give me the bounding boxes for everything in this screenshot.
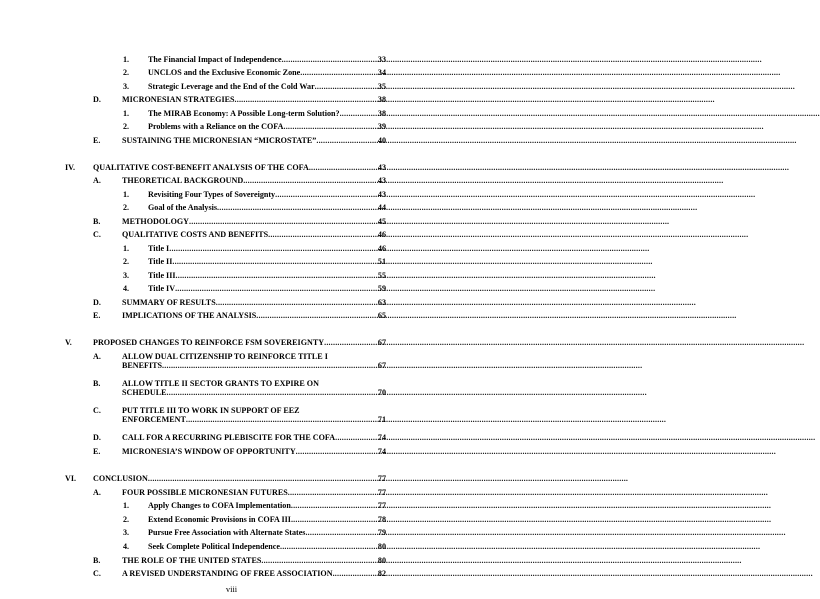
toc-entry[interactable] bbox=[65, 338, 386, 347]
leader-dots bbox=[186, 415, 377, 424]
toc-page-number: 38 bbox=[377, 109, 386, 118]
leader-dots bbox=[162, 361, 377, 370]
toc-page-number: 59 bbox=[377, 284, 386, 293]
toc-number: B. bbox=[93, 217, 101, 226]
toc-entry[interactable] bbox=[93, 379, 386, 398]
toc-entry[interactable] bbox=[123, 501, 386, 510]
toc-title: THE ROLE OF THE UNITED STATES bbox=[122, 556, 262, 565]
leader-dots bbox=[291, 515, 377, 524]
leader-dots bbox=[340, 109, 377, 118]
toc-number: 2. bbox=[123, 68, 130, 77]
leader-dots bbox=[172, 257, 377, 266]
toc-title: PROPOSED CHANGES TO REINFORCE FSM SOVEREIGNTY bbox=[93, 338, 325, 347]
leader-dots bbox=[216, 298, 377, 307]
toc-title: MICRONESIAN STRATEGIES bbox=[122, 95, 235, 104]
toc-number: 1. bbox=[123, 55, 130, 64]
toc-title-line2: ENFORCEMENT bbox=[122, 415, 186, 425]
toc-title: The Financial Impact of Independence bbox=[148, 55, 282, 64]
toc-page-number: 70 bbox=[377, 388, 386, 398]
toc-number: D. bbox=[93, 298, 101, 307]
toc-entry[interactable] bbox=[93, 406, 386, 425]
toc-entry[interactable] bbox=[93, 433, 386, 442]
toc-page-number: 46 bbox=[377, 230, 386, 239]
toc-page-number: 55 bbox=[377, 271, 386, 280]
toc-page-number: 35 bbox=[377, 82, 386, 91]
toc-entry[interactable] bbox=[65, 163, 386, 172]
toc-entry[interactable] bbox=[123, 109, 386, 118]
toc-number: C. bbox=[93, 230, 101, 239]
leader-dots bbox=[282, 55, 377, 64]
toc-entry[interactable] bbox=[93, 447, 386, 456]
toc-page-number: 43 bbox=[377, 190, 386, 199]
toc-page-number: 33 bbox=[377, 55, 386, 64]
toc-page-number: 39 bbox=[377, 122, 386, 131]
toc-page-number: 43 bbox=[377, 176, 386, 185]
toc-number: 2. bbox=[123, 203, 130, 212]
toc-page-number: 82 bbox=[377, 569, 386, 578]
toc-title: Apply Changes to COFA Implementation bbox=[148, 501, 291, 510]
toc-entry[interactable] bbox=[93, 95, 386, 104]
toc-title: Revisiting Four Types of Sovereignty bbox=[148, 190, 276, 199]
toc-title: Problems with a Reliance on the COFA bbox=[148, 122, 284, 131]
toc-number: C. bbox=[93, 406, 101, 415]
leader-dots bbox=[309, 163, 377, 172]
toc-page-number: 77 bbox=[377, 488, 386, 497]
toc-page-number: 40 bbox=[377, 136, 386, 145]
toc-number: 3. bbox=[123, 82, 130, 91]
toc-page-number: 45 bbox=[377, 217, 386, 226]
toc-number: 4. bbox=[123, 284, 130, 293]
leader-dots bbox=[283, 122, 376, 131]
toc-number: 3. bbox=[123, 271, 130, 280]
toc-page-number: 74 bbox=[377, 447, 386, 456]
toc-title: Strategic Leverage and the End of the Cold War bbox=[148, 82, 315, 91]
toc-number: B. bbox=[93, 379, 101, 388]
leader-dots bbox=[280, 542, 377, 551]
leader-dots bbox=[335, 433, 377, 442]
toc-entry[interactable] bbox=[123, 122, 386, 131]
leader-dots bbox=[175, 284, 377, 293]
toc-number: 2. bbox=[123, 515, 130, 524]
toc-number: E. bbox=[93, 311, 101, 320]
toc-page-number: 34 bbox=[377, 68, 386, 77]
toc-entry[interactable] bbox=[93, 217, 386, 226]
leader-dots bbox=[148, 474, 377, 483]
toc-title: Pursue Free Association with Alternate States bbox=[148, 528, 306, 537]
toc-number: D. bbox=[93, 433, 101, 442]
toc-title-line1: PUT TITLE III TO WORK IN SUPPORT OF EEZ bbox=[122, 406, 300, 415]
toc-number: A. bbox=[93, 176, 101, 185]
leader-dots bbox=[261, 556, 377, 565]
toc-entry[interactable] bbox=[93, 488, 386, 497]
toc-title: QUALITATIVE COST-BENEFIT ANALYSIS OF THE COFA bbox=[93, 163, 309, 172]
toc-number: A. bbox=[93, 488, 101, 497]
toc-title: MICRONESIA’S WINDOW OF OPPORTUNITY bbox=[122, 447, 296, 456]
toc-title: CALL FOR A RECURRING PLEBISCITE FOR THE COFA bbox=[122, 433, 336, 442]
leader-dots bbox=[316, 136, 377, 145]
toc-entry[interactable] bbox=[123, 515, 386, 524]
toc-number: VI. bbox=[65, 474, 77, 483]
toc-title: Extend Economic Provisions in COFA III bbox=[148, 515, 291, 524]
toc-number: 3. bbox=[123, 528, 130, 537]
toc-number: E. bbox=[93, 447, 101, 456]
leader-dots bbox=[268, 230, 377, 239]
toc-entry[interactable] bbox=[123, 82, 386, 91]
toc-page-number: 63 bbox=[377, 298, 386, 307]
toc-title: CONCLUSION bbox=[93, 474, 148, 483]
toc-entry[interactable] bbox=[123, 203, 386, 212]
leader-dots bbox=[333, 569, 377, 578]
toc-title-line1: ALLOW DUAL CITIZENSHIP TO REINFORCE TITLE I bbox=[122, 352, 328, 361]
toc-entry[interactable] bbox=[65, 474, 386, 483]
toc-entry[interactable] bbox=[123, 190, 386, 199]
toc-entry[interactable] bbox=[123, 257, 386, 266]
toc-title: UNCLOS and the Exclusive Economic Zone bbox=[148, 68, 301, 77]
toc-page-number: 67 bbox=[377, 361, 386, 371]
leader-dots bbox=[288, 488, 377, 497]
page-number-footer: viii bbox=[225, 584, 238, 594]
toc-page-number: 77 bbox=[377, 474, 386, 483]
leader-dots bbox=[291, 501, 377, 510]
leader-dots bbox=[167, 388, 377, 397]
toc-page-number: 46 bbox=[377, 244, 386, 253]
leader-dots bbox=[305, 528, 376, 537]
toc-page-number: 78 bbox=[377, 515, 386, 524]
toc-number: A. bbox=[93, 352, 101, 361]
toc-entry[interactable] bbox=[93, 556, 386, 565]
leader-dots bbox=[235, 95, 377, 104]
toc-number: V. bbox=[65, 338, 72, 347]
toc-number: 2. bbox=[123, 257, 130, 266]
toc-number: C. bbox=[93, 569, 101, 578]
toc-title: SUSTAINING THE MICRONESIAN “MICROSTATE” bbox=[122, 136, 317, 145]
leader-dots bbox=[176, 271, 377, 280]
leader-dots bbox=[296, 447, 377, 456]
toc-page-number: 51 bbox=[377, 257, 386, 266]
toc-page-number: 71 bbox=[377, 415, 386, 425]
toc-entry[interactable] bbox=[93, 176, 386, 185]
toc-entry[interactable] bbox=[123, 542, 386, 551]
leader-dots bbox=[169, 244, 377, 253]
toc-title: METHODOLOGY bbox=[122, 217, 190, 226]
toc-title: IMPLICATIONS OF THE ANALYSIS bbox=[122, 311, 257, 320]
toc-entry[interactable] bbox=[123, 68, 386, 77]
toc-page-number: 38 bbox=[377, 95, 386, 104]
toc-entry[interactable] bbox=[123, 55, 386, 64]
toc-entry[interactable] bbox=[123, 284, 386, 293]
toc-title-line1: ALLOW TITLE II SECTOR GRANTS TO EXPIRE ON bbox=[122, 379, 319, 388]
toc-title-line2: BENEFITS bbox=[122, 361, 163, 371]
toc-entry[interactable] bbox=[93, 230, 386, 239]
toc-entry[interactable] bbox=[93, 311, 386, 320]
leader-dots bbox=[300, 68, 377, 77]
toc-title: QUALITATIVE COSTS AND BENEFITS bbox=[122, 230, 269, 239]
toc-page-number: 74 bbox=[377, 433, 386, 442]
toc-number: 1. bbox=[123, 501, 130, 510]
toc-page-number: 67 bbox=[377, 338, 386, 347]
toc-number: 1. bbox=[123, 244, 130, 253]
toc-title: Title IV bbox=[148, 284, 176, 293]
toc-title: Title III bbox=[148, 271, 176, 280]
toc-title: The MIRAB Economy: A Possible Long-term Solution? bbox=[148, 109, 340, 118]
toc-title: Title I bbox=[148, 244, 170, 253]
leader-dots bbox=[315, 82, 377, 91]
toc-entry[interactable] bbox=[123, 528, 386, 537]
toc-title: THEORETICAL BACKGROUND bbox=[122, 176, 244, 185]
toc-number: IV. bbox=[65, 163, 75, 172]
toc-number: 1. bbox=[123, 190, 130, 199]
toc-entry[interactable] bbox=[93, 298, 386, 307]
toc-title: SUMMARY OF RESULTS bbox=[122, 298, 216, 307]
toc-title: FOUR POSSIBLE MICRONESIAN FUTURES bbox=[122, 488, 288, 497]
toc-page-number: 77 bbox=[377, 501, 386, 510]
toc-number: D. bbox=[93, 95, 101, 104]
toc-entry[interactable] bbox=[93, 136, 386, 145]
toc-page-number: 65 bbox=[377, 311, 386, 320]
toc-page-number: 43 bbox=[377, 163, 386, 172]
toc-number: 2. bbox=[123, 122, 130, 131]
leader-dots bbox=[217, 203, 377, 212]
toc-page-number: 80 bbox=[377, 556, 386, 565]
toc-title: Goal of the Analysis bbox=[148, 203, 218, 212]
toc-entry[interactable] bbox=[123, 271, 386, 280]
toc-page-number: 79 bbox=[377, 528, 386, 537]
toc-title: Seek Complete Political Independence bbox=[148, 542, 280, 551]
toc-title: Title II bbox=[148, 257, 173, 266]
leader-dots bbox=[324, 338, 377, 347]
toc-number: B. bbox=[93, 556, 101, 565]
toc-title-line2: SCHEDULE bbox=[122, 388, 167, 398]
leader-dots bbox=[256, 311, 377, 320]
toc-entry[interactable] bbox=[93, 352, 386, 371]
leader-dots bbox=[243, 176, 377, 185]
toc-page-number: 44 bbox=[377, 203, 386, 212]
leader-dots bbox=[189, 217, 377, 226]
toc-number: 4. bbox=[123, 542, 130, 551]
toc-entry[interactable] bbox=[123, 244, 386, 253]
toc-title: A REVISED UNDERSTANDING OF FREE ASSOCIATION bbox=[122, 569, 333, 578]
leader-dots bbox=[275, 190, 377, 199]
toc-number: E. bbox=[93, 136, 101, 145]
toc-page-number: 80 bbox=[377, 542, 386, 551]
toc-entry[interactable] bbox=[93, 569, 386, 578]
toc-number: 1. bbox=[123, 109, 130, 118]
